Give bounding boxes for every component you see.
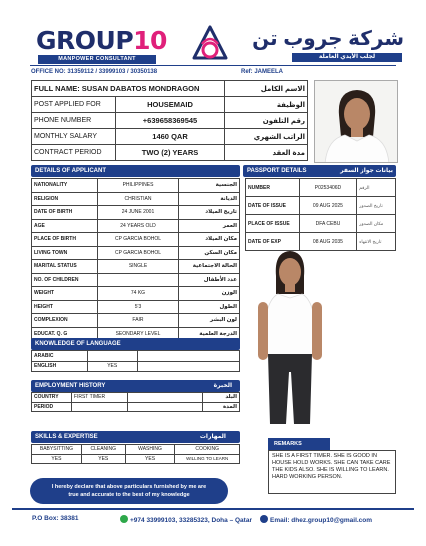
office-info-row: [31, 67, 397, 78]
full-name: FULL NAME: SUSAN DABATOS MONDRAGON: [32, 81, 225, 97]
employment-arabic-label: البلد: [203, 393, 240, 403]
skill-value: YES: [32, 454, 82, 464]
summary-value: +639658369545: [115, 113, 225, 129]
company-emblem-icon: [188, 24, 232, 64]
skills-title-arabic: المهارات: [199, 434, 226, 440]
summary-arabic-label: رقم التلفون: [225, 113, 308, 129]
employment-label: PERIOD: [32, 402, 72, 412]
skill-header: BABYSITTING: [32, 445, 82, 455]
skills-section-title: [31, 431, 240, 443]
applicant-arabic-label: تاريخ الميلاد: [179, 206, 240, 220]
summary-label: PHONE NUMBER: [32, 113, 116, 129]
passport-arabic-label: تاريخ الصدور: [357, 197, 396, 215]
passport-label: PLACE OF ISSUE: [246, 215, 300, 233]
passport-title: PASSPORT DETAILS: [247, 168, 307, 174]
applicant-label: PLACE OF BIRTH: [32, 233, 98, 247]
employment-section-title: [31, 380, 240, 392]
footer-phone-group: [120, 515, 252, 524]
applicant-arabic-label: الدرجة العلمية: [179, 327, 240, 341]
footer: [30, 512, 410, 526]
summary-label: POST APPLIED FOR: [32, 97, 116, 113]
applicant-label: WEIGHT: [32, 287, 98, 301]
portrait-photo: [314, 80, 398, 163]
email-icon: [260, 515, 268, 523]
employment-title-arabic: الخبرة: [213, 383, 232, 389]
summary-value: TWO (2) YEARS: [115, 145, 225, 161]
skill-header: CLEANING: [81, 445, 125, 455]
remarks-text: SHE IS A FIRST TIMER. SHE IS GOOD IN HOUSE HOLD WORKS. SHE CAN TAKE CARE THE KIDS ALSO. SHE IS WILLING TO LEARN. HARD WORKING PERSON.: [268, 450, 396, 494]
skill-value: YES: [81, 454, 125, 464]
applicant-arabic-label: الحالة الاجتماعية: [179, 260, 240, 274]
applicant-value: 24 YEARS OLD: [97, 219, 179, 233]
summary-label: CONTRACT PERIOD: [32, 145, 116, 161]
applicant-value: SINGLE: [97, 260, 179, 274]
applicant-arabic-label: الوزن: [179, 287, 240, 301]
footer-pobox: P.O Box: 38381: [32, 515, 79, 522]
applicant-value: 5'3: [97, 300, 179, 314]
summary-label: MONTHLY SALARY: [32, 129, 116, 145]
language-section-title: KNOWLEDGE OF LANGUAGE: [31, 338, 240, 350]
footer-divider: [12, 508, 414, 510]
language-value: YES: [87, 361, 137, 372]
passport-label: DATE OF ISSUE: [246, 197, 300, 215]
footer-email-group: [260, 515, 372, 524]
applicant-value: [97, 273, 179, 287]
applicant-value: 74 KG: [97, 287, 179, 301]
applicant-details-table: [31, 178, 240, 341]
passport-value: 09 AUG 2025: [299, 197, 357, 215]
applicant-arabic-label: الديانة: [179, 192, 240, 206]
office-numbers: OFFICE NO: 31359112 / 33999103 / 30350138: [31, 69, 158, 75]
candidate-summary-table: [31, 80, 308, 161]
full-name-arabic: الاسم الكامل: [225, 81, 308, 97]
passport-title-arabic: بيانات جواز السفر: [340, 168, 393, 174]
applicant-arabic-label: لون البشر: [179, 314, 240, 328]
reference: Ref: JAMEELA: [241, 69, 284, 75]
passport-arabic-label: الرقم: [357, 179, 396, 197]
employment-title: EMPLOYMENT HISTORY: [35, 383, 106, 389]
passport-section-title: [243, 165, 396, 177]
language-value: [87, 351, 137, 362]
applicant-label: NATIONALITY: [32, 179, 98, 193]
company-logo-arabic-subtitle: لجلب الأيدي العاملة: [292, 53, 402, 62]
employment-empty-cell: [127, 402, 202, 412]
applicant-label: DATE OF BIRTH: [32, 206, 98, 220]
applicant-label: HEIGHT: [32, 300, 98, 314]
full-body-photo: [248, 246, 332, 429]
language-label: ARABIC: [32, 351, 88, 362]
passport-value: DFA CEBU: [299, 215, 357, 233]
passport-value: 08 AUG 2035: [299, 233, 357, 251]
applicant-value: CP GARCIA BOHOL: [97, 233, 179, 247]
summary-arabic-label: مدة العقد: [225, 145, 308, 161]
applicant-arabic-label: الجنسية: [179, 179, 240, 193]
footer-email: Email: dhez.group10@gmail.com: [270, 517, 373, 524]
passport-details-table: [245, 178, 396, 251]
employment-empty-cell: [127, 393, 202, 403]
applicant-label: COMPLEXION: [32, 314, 98, 328]
applicant-value: PHILIPPINES: [97, 179, 179, 193]
skill-value: YES: [125, 454, 175, 464]
language-empty-cell: [137, 361, 239, 372]
applicant-arabic-label: مكان السكن: [179, 246, 240, 260]
applicant-value: FAIR: [97, 314, 179, 328]
applicant-label: RELIGION: [32, 192, 98, 206]
company-logo-text: GROUP10: [36, 26, 167, 55]
applicant-label: LIVING TOWN: [32, 246, 98, 260]
company-logo-arabic: شركة جروب تن: [252, 28, 404, 50]
summary-arabic-label: الراتب الشهري: [225, 129, 308, 145]
employment-value: FIRST TIMER: [71, 393, 127, 403]
applicant-label: MARITAL STATUS: [32, 260, 98, 274]
summary-value: 1460 QAR: [115, 129, 225, 145]
employment-table: [31, 392, 240, 412]
applicant-value: SEONDARY LEVEL: [97, 327, 179, 341]
employment-label: COUNTRY: [32, 393, 72, 403]
header-divider: [30, 65, 396, 66]
language-table: [31, 350, 240, 372]
applicant-value: 24 JUNE 2001: [97, 206, 179, 220]
whatsapp-icon: [120, 515, 128, 523]
company-logo-subtitle: MANPOWER CONSULTANT: [38, 55, 156, 64]
declaration-banner: I hereby declare that above particulars furnished by me are true and accurate to the best of my knowledge: [30, 478, 228, 504]
passport-arabic-label: تاريخ الانتهاء: [357, 233, 396, 251]
skill-header: COOKING: [175, 445, 240, 455]
language-empty-cell: [137, 351, 239, 362]
skills-title: SKILLS & EXPERTISE: [35, 434, 98, 440]
passport-label: DATE OF EXP: [246, 233, 300, 251]
footer-phone: +974 33999103, 33285323, Doha – Qatar: [130, 517, 252, 524]
summary-value: HOUSEMAID: [115, 97, 225, 113]
employment-value: [71, 402, 127, 412]
applicant-value: CP GARCIA BOHOL: [97, 246, 179, 260]
skills-table: [31, 444, 240, 464]
employment-arabic-label: المدة: [203, 402, 240, 412]
applicant-arabic-label: عدد الأطفال: [179, 273, 240, 287]
passport-value: P0253406D: [299, 179, 357, 197]
applicant-arabic-label: العمر: [179, 219, 240, 233]
summary-arabic-label: الوظيفة: [225, 97, 308, 113]
applicant-label: NO. OF CHILDREN: [32, 273, 98, 287]
skill-header: WASHING: [125, 445, 175, 455]
applicant-value: CHRISTIAN: [97, 192, 179, 206]
remarks-title: REMARKS: [268, 438, 330, 450]
passport-label: NUMBER: [246, 179, 300, 197]
language-label: ENGLISH: [32, 361, 88, 372]
applicant-section: [31, 165, 240, 177]
applicant-label: AGE: [32, 219, 98, 233]
passport-arabic-label: مكان الصدور: [357, 215, 396, 233]
applicant-arabic-label: مكان الميلاد: [179, 233, 240, 247]
applicant-section-title: DETAILS OF APPLICANT: [31, 165, 240, 177]
applicant-arabic-label: الطول: [179, 300, 240, 314]
applicant-label: EDUCAT. Q. G: [32, 327, 98, 341]
skill-value: WILLING TO LEARN: [175, 454, 240, 464]
